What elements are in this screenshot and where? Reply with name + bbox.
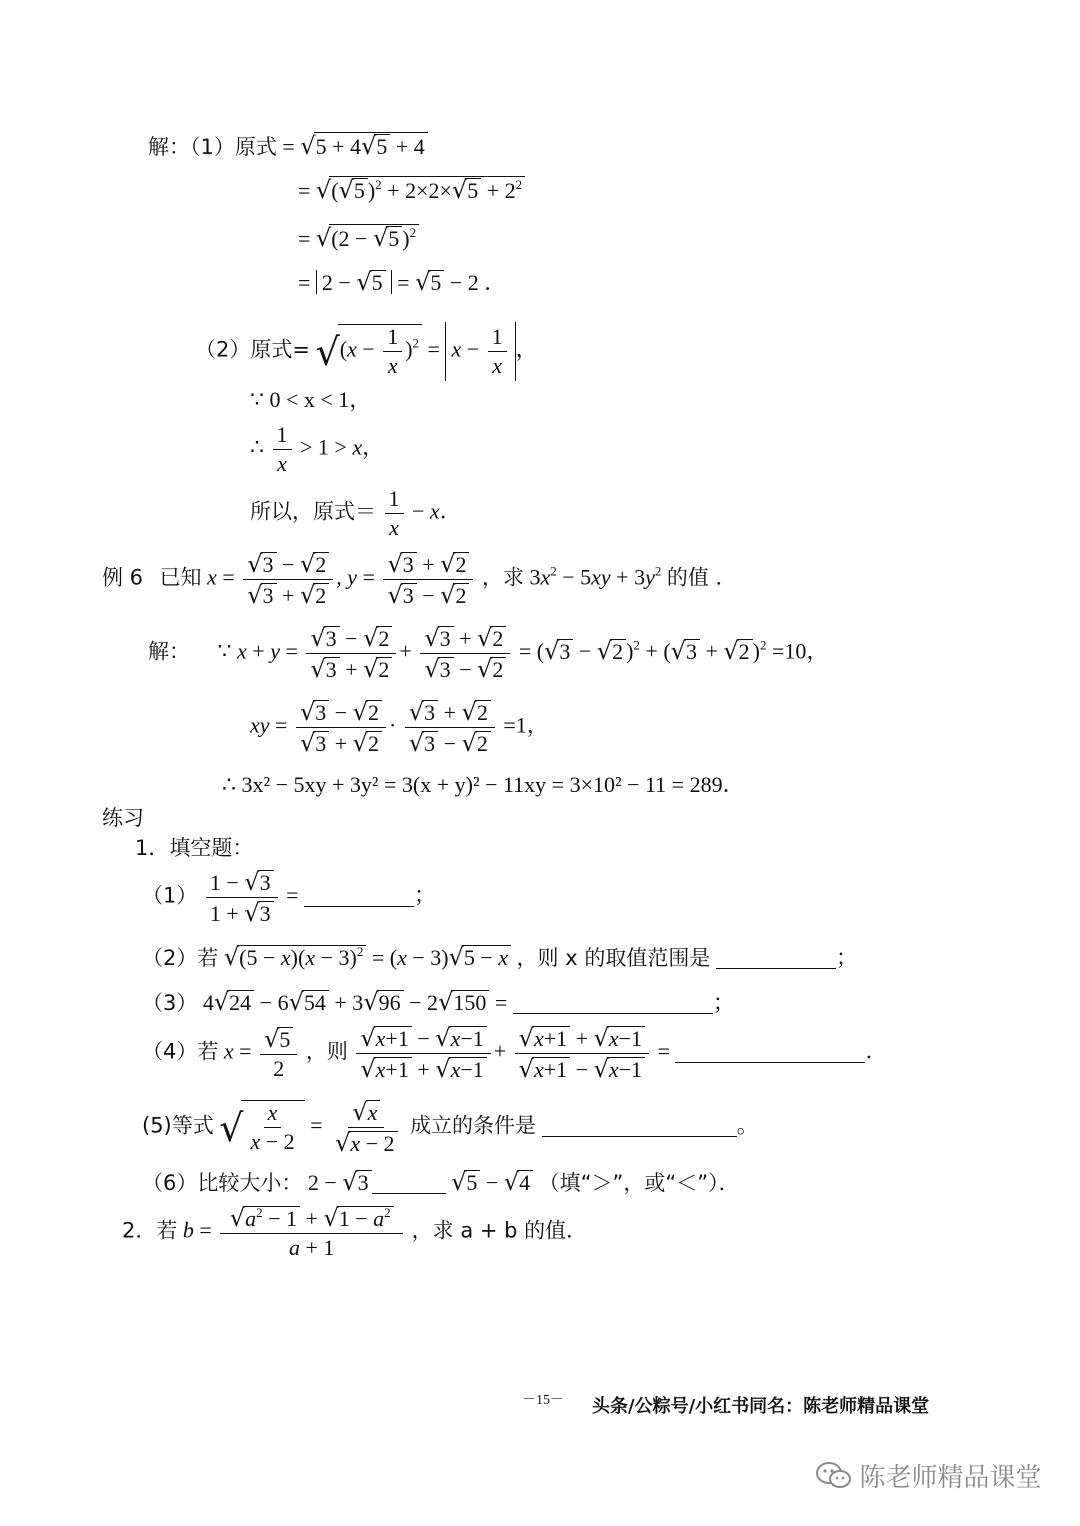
result-prefix: 所以，原式＝ — [250, 499, 376, 524]
solution-1-line-3: = √(2 − √5 )$^2$ — [298, 224, 419, 250]
solution-6-line-3 — [222, 774, 745, 796]
example-6-label: 例 6 — [102, 565, 144, 590]
q1-item-3-label: （3） — [142, 991, 198, 1015]
watermark-text: 陈老师精品课堂 — [859, 1463, 1042, 1493]
example-6-ask: ，求 — [481, 565, 524, 590]
page-number: －15－ — [522, 1393, 564, 1408]
q1-item-5-label: (5)等式 — [142, 1113, 214, 1138]
q1-item-2-blank[interactable] — [716, 948, 836, 969]
wechat-icon — [814, 1460, 854, 1492]
q1-item-4-blank[interactable] — [675, 1042, 865, 1063]
q1-item-3: （3） 4√24 − 6√54 + 3√96 − 2√150 = ； — [142, 988, 735, 1016]
solution-2-condition — [250, 389, 371, 411]
solution-1-line-2: = √(√5 )$^2 + 2\times 2\times√5 + 2^2$ — [298, 176, 525, 202]
q1-title: 1．填空题： — [135, 836, 254, 860]
solution-2-label: （2）原式= — [195, 337, 310, 362]
solution-6-result-1: =10， — [771, 638, 829, 664]
because-symbol: ∵ — [217, 638, 232, 664]
question-2: 2．若 b = $\frac{√a^2 - 1 + √1 - a^2}{a + 1}$ ，求 a + b 的值． — [122, 1204, 588, 1260]
solution-6-line-2: xy = $\frac{√3 - √2}{√3 + √2}$ · $\frac{√3 + √2}{√3 - √2}$ =1， — [250, 698, 549, 757]
therefore-symbol: ∴ — [250, 434, 264, 460]
solution-1-line-4: = 2 − √5 = √5 − 2 ． — [298, 268, 507, 296]
solution-6-therefore: ∴ 3x² − 5xy + 3y² = 3(x + y)² − 11xy = 3×10² − 11 = 289． — [222, 772, 745, 797]
solution-6-label: 解： — [148, 639, 190, 664]
q1-item-6-tail: （填“＞”，或“＜”）． — [538, 1171, 740, 1195]
solution-6-line-1: 解： ∵ x + y = $\frac{√3 - √2}{√3 + √2}$ + $\frac{√3 + √2}{√3 - √2}$ = (√3 − √2 )$^2$ + (√3 + √2 )$^2$ =10， — [148, 624, 829, 683]
q1-item-5-blank[interactable] — [542, 1116, 737, 1137]
q1-item-1: （1） $\frac{1 - √3}{1 + √3}$ = ； — [142, 868, 437, 927]
solution-1-line-1: 解：（1）原式 = √5 + 4√5 + 4 — [148, 132, 428, 158]
q1-item-3-blank[interactable] — [513, 993, 713, 1014]
q1-item-5: (5)等式 √ $\frac{x}{x - 2}$ = $\frac{√x}{√x - 2}$ 成立的条件是 。 — [142, 1098, 759, 1157]
condition-text: ∵ 0 < x < 1， — [250, 387, 372, 412]
solution-2-line-1: （2）原式= √(x − $\frac{1}{x}$ )$^2$ = x − $\frac{1}{x}$ ， — [195, 322, 538, 381]
question-2-title: 2．若 — [122, 1218, 178, 1243]
q1-item-2-condition: ，则 x 的取值范围是 — [516, 946, 711, 970]
q1-item-6: （6）比较大小： 2 − √3 √5 − √4 （填“＞”，或“＜”）． — [142, 1168, 740, 1196]
q1-item-2: （2）若 $√(5 - x)(x - 3)^2 = (x - 3)√5 - x$ ，则 x 的取值范围是 ； — [142, 943, 858, 971]
q1-item-1-label: （1） — [142, 883, 198, 908]
practice-title: 练习 — [102, 806, 144, 830]
q1-item-1-blank[interactable] — [304, 886, 414, 907]
q1-item-4-label: （4）若 — [142, 1039, 219, 1064]
watermark — [814, 1460, 1042, 1492]
solution-1-label: 解：（1）原式 — [148, 135, 277, 159]
solution-2-result: 所以，原式＝ $\frac{1}{x}$ − x． — [250, 486, 462, 540]
solution-1-end: ． — [484, 270, 507, 295]
q1-item-2-label: （2）若 — [142, 946, 219, 970]
example-6-ask-tail: 的值 ． — [666, 565, 737, 590]
q1-item-4-then: ，则 — [305, 1039, 348, 1064]
solution-2-therefore: ∴ $\frac{1}{x}$ > 1 > x， — [250, 422, 385, 476]
q1-item-6-label: （6）比较大小： — [142, 1171, 303, 1195]
q1-item-6-blank[interactable] — [372, 1173, 446, 1194]
footer-brand: 头条/公粽号/小红书同名：陈老师精品课堂 — [592, 1396, 930, 1417]
q1-item-5-tail: 成立的条件是 — [410, 1113, 537, 1138]
example-6-given: 已知 — [159, 565, 202, 590]
example-6: 例 6 已知 x = $\frac{√3 - √2}{√3 + √2}$ , y = $\frac{√3 + √2}{√3 - √2}$ ，求 $3x^2 - 5xy + 3y^2$ 的值 ． — [102, 550, 737, 609]
question-2-ask: ，求 a + b 的值． — [411, 1218, 588, 1243]
q1-item-4: （4）若 x = $\frac{√5}{2}$ ，则 $\frac{√x+1 - √x-1}{√x+1 + √x-1}$ + $\frac{√x+1 + √x-1}{√x+1 - √x-1}$ = ． — [142, 1024, 888, 1083]
solution-6-result-2: =1， — [503, 712, 549, 738]
